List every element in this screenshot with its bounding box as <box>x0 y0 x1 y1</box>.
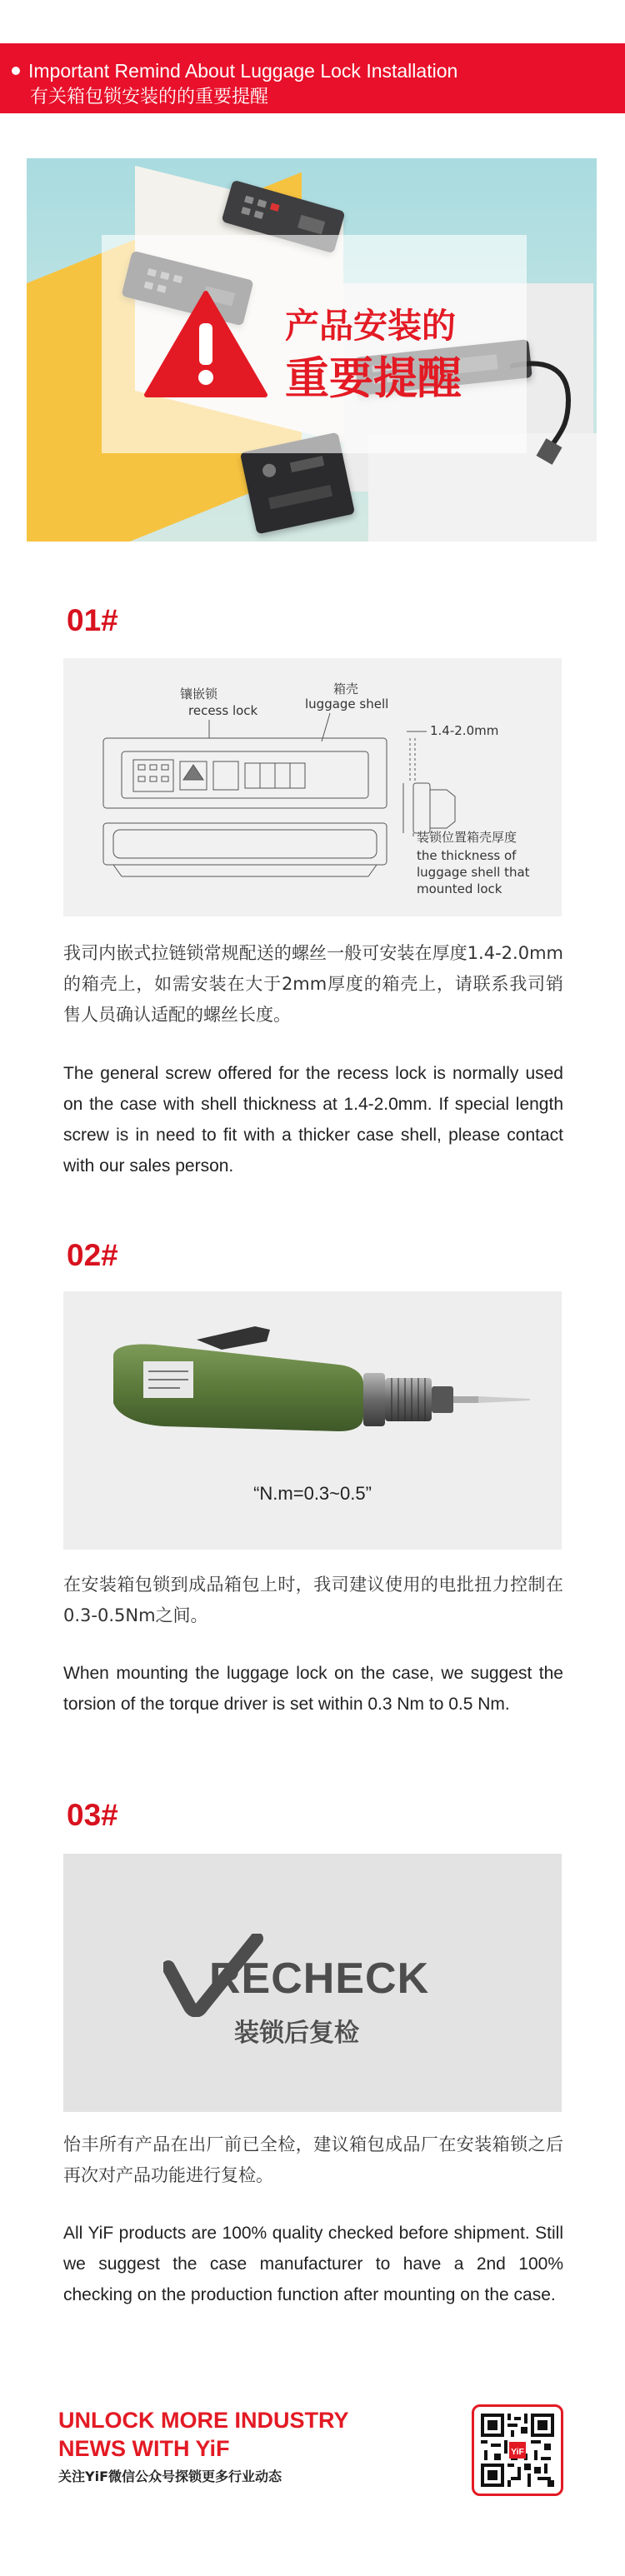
header-title-en <box>12 60 458 82</box>
recheck-cn: 装锁后复检 <box>234 2019 359 2048</box>
diagram-note-en-2: luggage shell that <box>417 865 530 880</box>
diagram-note-en-3: mounted lock <box>417 881 502 896</box>
hero-headline-line1: 产品安装的 <box>285 306 456 346</box>
footer-subtitle: 关注YiF微信公众号探锁更多行业动态 <box>58 2469 282 2484</box>
section-number-01: 01# <box>67 603 118 637</box>
footer-headline-line2: NEWS WITH YiF <box>58 2436 230 2461</box>
header-banner <box>0 43 625 113</box>
diagram-label-recess-en: recess lock <box>188 703 258 718</box>
section-number-02: 02# <box>67 1238 118 1272</box>
diagram-note-en-1: the thickness of <box>417 848 517 863</box>
header-title-en-text: Important Remind About Luggage Lock Installation <box>28 60 458 82</box>
section-number-03: 03# <box>67 1798 118 1832</box>
section-03-text-cn: 怡丰所有产品在出厂前已全检，建议箱包成品厂在安装箱锁之后再次对产品功能进行复检。 <box>63 2134 563 2185</box>
qr-code-icon <box>481 2414 554 2487</box>
section-01-text-en: The general screw offered for the recess lock is normally used on the case with shell thickness at 1.4-2.0mm. If special length screw is in need to fit with a thicker case shell, please contact with our sales person. <box>63 1064 563 1176</box>
torque-driver-image <box>63 1291 562 1550</box>
section-03-text-en: All YiF products are 100% quality checked before shipment. Still we suggest the case manufacturer to have a 2nd 100% checking on the production function after mounting on the case. <box>63 2224 563 2304</box>
hero-image <box>27 158 597 542</box>
qr-label: YiF <box>511 2447 524 2457</box>
diagram-note-cn: 装锁位置箱壳厚度 <box>417 830 518 845</box>
qr-code[interactable] <box>472 2404 563 2496</box>
section-01-text-cn: 我司内嵌式拉链锁常规配送的螺丝一般可安装在厚度1.4-2.0mm的箱壳上，如需安装在大于2mm厚度的箱壳上，请联系我司销售人员确认适配的螺丝长度。 <box>63 943 563 1025</box>
footer-headline-line1: UNLOCK MORE INDUSTRY <box>58 2408 349 2433</box>
header-title-cn: 有关箱包锁安装的的重要提醒 <box>30 87 269 107</box>
diagram-thickness-label: 1.4-2.0mm <box>430 723 499 738</box>
shell-thickness-diagram <box>63 658 562 916</box>
diagram-label-shell-cn: 箱壳 <box>333 681 359 696</box>
diagram-label-recess-cn: 镶嵌锁 <box>180 686 218 701</box>
recheck-word: RECHECK <box>209 1954 430 2003</box>
warning-icon <box>143 290 268 398</box>
torque-caption: “N.m=0.3~0.5” <box>253 1483 372 1504</box>
section-02-text-en: When mounting the luggage lock on the case, we suggest the torsion of the torque driver is set within 0.3 Nm to 0.5 Nm. <box>63 1664 563 1714</box>
hero-headline-line2: 重要提醒 <box>285 353 462 404</box>
section-02-text-cn: 在安装箱包锁到成品箱包上时，我司建议使用的电批扭力控制在0.3-0.5Nm之间。 <box>63 1575 563 1625</box>
diagram-label-shell-en: luggage shell <box>305 696 389 711</box>
lock-technical-drawing <box>63 658 562 916</box>
footer-headline <box>58 2406 349 2463</box>
torque-driver-icon <box>63 1291 562 1483</box>
recheck-image <box>63 1854 562 2112</box>
bullet-dot-icon <box>12 67 20 75</box>
